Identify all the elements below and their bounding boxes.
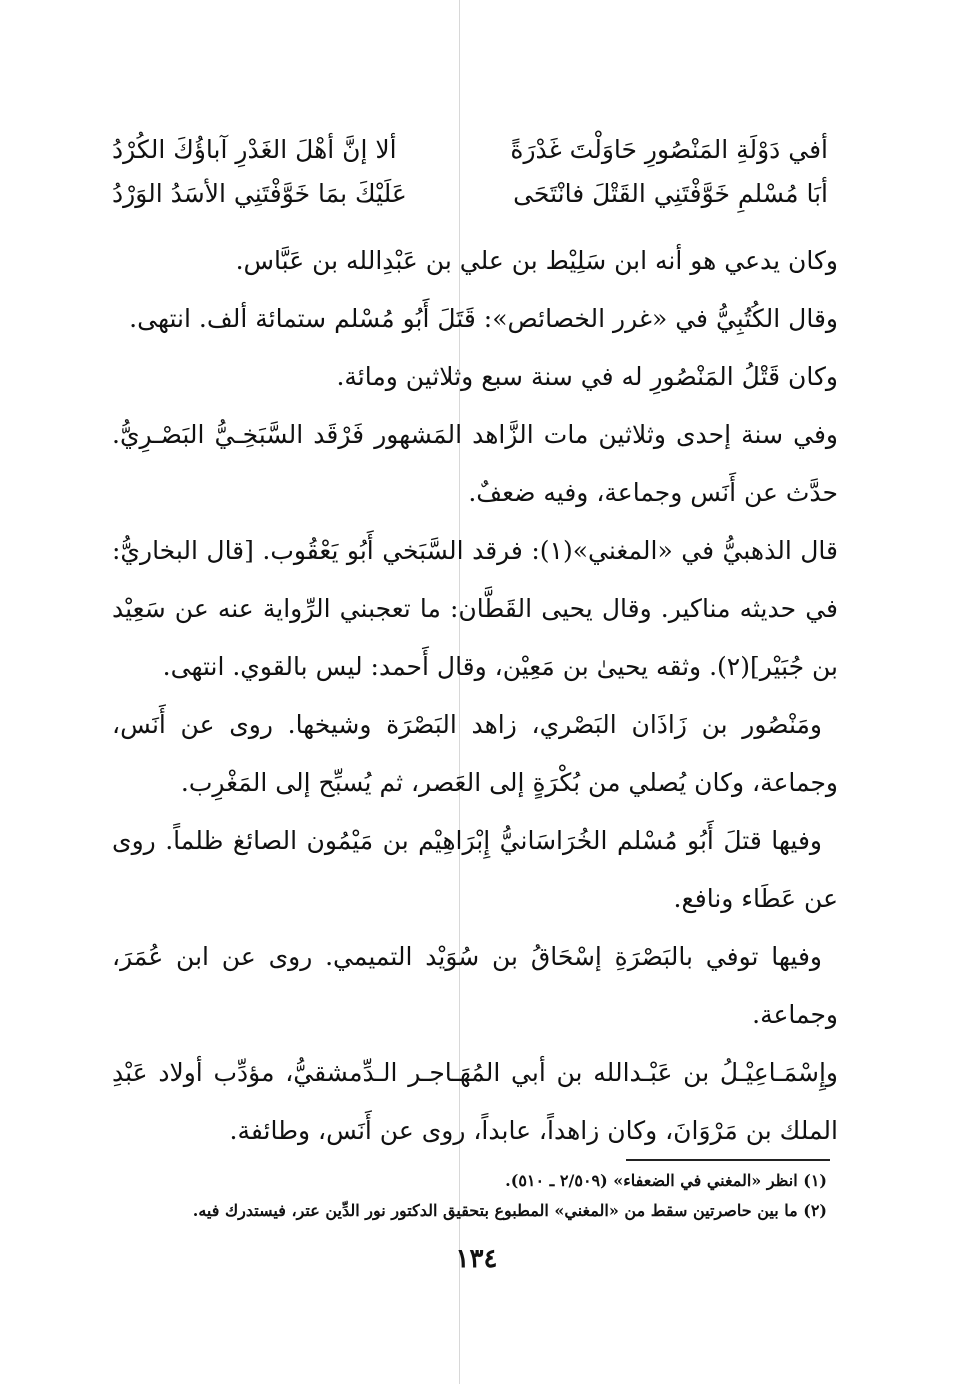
page-number: ١٣٤	[455, 1244, 498, 1274]
poem-hemistich: أفي دَوْلَةِ المَنْصُورِ حَاوَلْتَ غَدْرَةً	[510, 135, 828, 164]
paragraph: وفي سنة إحدى وثلاثين مات الزَّاهد المَشهور فَرْقَد السَّبَخِـيُّ البَصْـرِيُّ. حدَّث عن أَنَس وجماعة، وفيه ضعفٌ.	[112, 420, 838, 507]
poem-hemistich: عَلَيْكَ بمَا خَوَّفْتَنِي الأسَدُ الوَرْدُ	[112, 179, 407, 208]
footnotes	[112, 1166, 827, 1226]
footnote-divider	[626, 1159, 830, 1161]
poem-hemistich: ألا إنَّ أهْلَ الغَدْرِ آباؤُكَ الكُرْدُ	[112, 135, 397, 164]
paragraph: وكان يدعي هو أنه ابن سَلِيْط بن علي بن عَبْدِالله بن عَبَّاس.	[235, 246, 838, 275]
paragraph: قال الذهبيُّ في «المغني»(١): فرقد السَّبَخي أَبُو يَعْقُوب. [قال البخاريُّ: في حديثه مناكير. وقال يحيى القَطَّان: ما تعجبني الرِّواية عنه عن سَعِيْد بن جُبَيْر](٢). وثقه يحيىٰ بن مَعِيْن، وقال أَحمد: ليس بالقوي. انتهى.	[112, 536, 838, 681]
paragraph: وإِسْمَـاعِيْـلُ بن عَبْـدالله بن أبي المُهَـاجـر الـدِّمشقيُّ، مؤدِّب أولاد عَبْدِ الملك بن مَرْوَانَ، وكان زاهداً، عابداً، روى عن أَنَس، وطائفة.	[112, 1058, 838, 1145]
paragraph: وفيها توفي بالبَصْرَةِ إسْحَاقُ بن سُوَيْد التميمي. روى عن ابن عُمَرَ، وجماعة.	[112, 942, 838, 1029]
poem-verse	[112, 128, 838, 172]
paragraph: وكان قَتْلُ المَنْصُورِ له في سنة سبع وثلاثين ومائة.	[336, 362, 838, 391]
paragraph: وقال الكُتُبِيُّ في «غرر الخصائص»: قَتَلَ أَبُو مُسْلم ستمائة ألف. انتهى.	[129, 304, 838, 333]
poem-verse	[112, 172, 838, 216]
paragraph: وفيها قتلَ أَبُو مُسْلم الخُرَاسَانيُّ إِبْرَاهِيْم بن مَيْمُون الصائغ ظلماً. روى عن عَطَاء ونافع.	[112, 826, 838, 913]
paragraph: ومَنْصُور بن زَاذَان البَصْري، زاهد البَصْرَة وشيخها. روى عن أَنَس، وجماعة، وكان يُصلي من بُكْرَةٍ إلى العَصر، ثم يُسبِّح إلى المَغْرِب.	[112, 710, 838, 797]
footnote: (١) انظر «المغني في الضعفاء» (٢/٥٠٩ ـ ٥١٠).	[505, 1171, 827, 1190]
poem-hemistich: أبَا مُسْلمِ خَوَّفْتَنِي القَتْلَ فانْتَحَى	[513, 179, 828, 208]
main-text	[112, 128, 838, 1160]
footnote: (٢) ما بين حاصرتين سقط من «المغني» المطبوع بتحقيق الدكتور نور الدِّين عتر، فيستدرك فيه.	[192, 1201, 827, 1220]
